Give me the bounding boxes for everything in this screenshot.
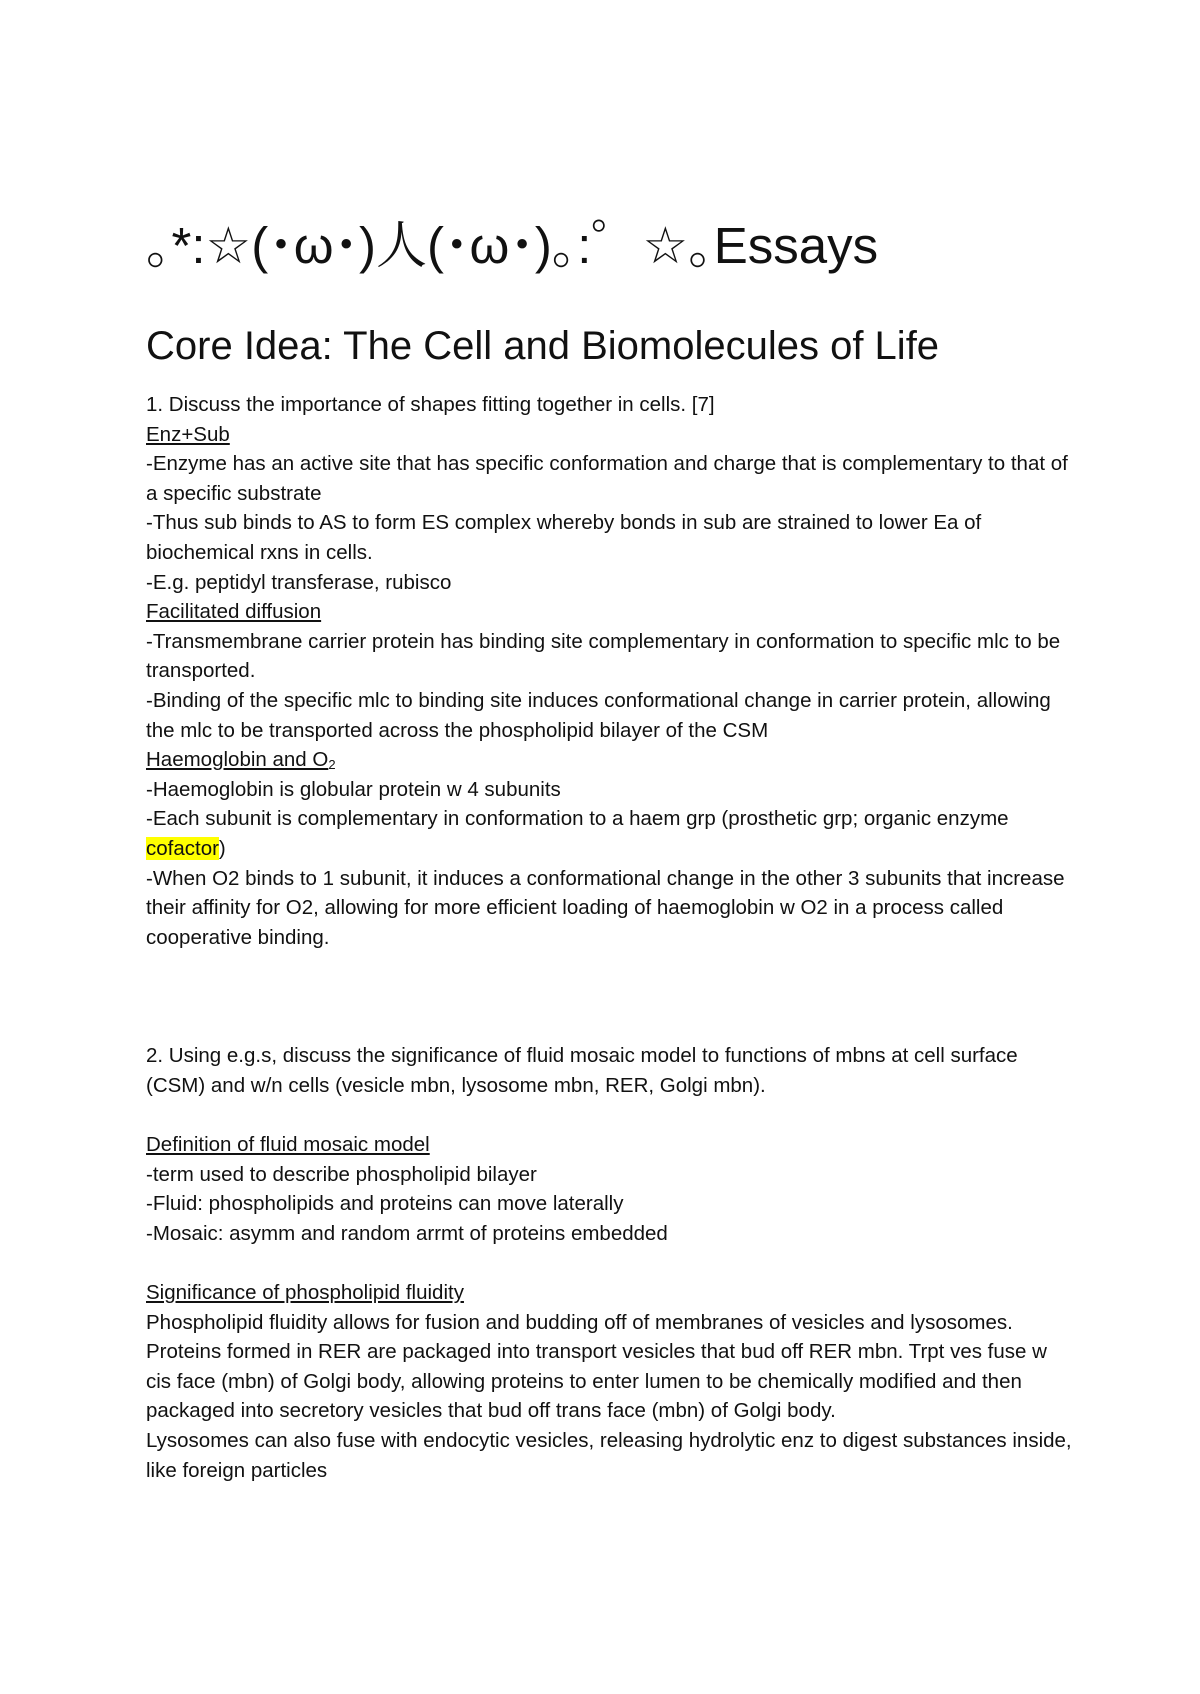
document-body (146, 390, 1076, 1485)
section-haemoglobin-title (146, 745, 1076, 775)
body-paragraph: Lysosomes can also fuse with endocytic vesicles, releasing hydrolytic enz to digest substances inside, like foreign particles (146, 1429, 1072, 1482)
section-enz-sub-title: Enz+Sub (146, 422, 230, 446)
body-line: -Mosaic: asymm and random arrmt of proteins embedded (146, 1221, 668, 1245)
highlighted-cofactor: cofactor (146, 836, 219, 860)
body-line: -Thus sub binds to AS to form ES complex whereby bonds in sub are strained to lower Ea of biochemical rxns in cells. (146, 511, 982, 564)
document-title: ｡*:☆(･ω･)人(･ω･)｡:゜☆｡Essays (146, 217, 879, 274)
spacer (146, 952, 1076, 1041)
question-2: 2. Using e.g.s, discuss the significance of fluid mosaic model to functions of mbns at cell surface (CSM) and w/n cells (vesicle mbn, lysosome mbn, RER, Golgi mbn). (146, 1044, 1018, 1097)
body-text: -Each subunit is complementary in conformation to a haem grp (prosthetic grp; organic enzyme (146, 807, 1009, 831)
body-line: -Binding of the specific mlc to binding site induces conformational change in carrier protein, allowing the mlc to be transported across the phospholipid bilayer of the CSM (146, 688, 1051, 742)
body-line: -E.g. peptidyl transferase, rubisco (146, 570, 452, 594)
section-significance-title: Significance of phospholipid fluidity (146, 1281, 464, 1305)
body-line: -Transmembrane carrier protein has binding site complementary in conformation to specific mlc to be transported. (146, 629, 1061, 683)
body-line: -When O2 binds to 1 subunit, it induces a conformational change in the other 3 subunits that increase their affinity for O2, allowing for more efficient loading of haemoglobin w O2 in a process called cooperative binding. (146, 866, 1065, 949)
body-line (146, 804, 1076, 863)
spacer (146, 1100, 1076, 1130)
body-line: -Haemoglobin is globular protein w 4 subunits (146, 777, 561, 801)
body-text: ) (218, 836, 226, 860)
body-paragraph: Phospholipid fluidity allows for fusion and budding off of membranes of vesicles and lysosomes. Proteins formed in RER are packaged into transport vesicles that bud off RER mbn. Trpt ves fuse w cis face (mbn) of Golgi body, allowing proteins to enter lumen to be chemically modified and then packaged into secretory vesicles that bud off trans face (mbn) of Golgi body. (146, 1310, 1047, 1423)
section-facilitated-diffusion-title: Facilitated diffusion (146, 600, 322, 624)
body-line: -Enzyme has an active site that has specific conformation and charge that is complementary to that of a specific substrate (146, 452, 1068, 505)
section-definition-title: Definition of fluid mosaic model (146, 1133, 430, 1157)
core-idea-heading: Core Idea: The Cell and Biomolecules of Life (146, 324, 940, 368)
question-1: 1. Discuss the importance of shapes fitting together in cells. [7] (146, 393, 715, 416)
subscript-2: 2 (328, 757, 336, 773)
body-line: -term used to describe phospholipid bilayer (146, 1162, 537, 1186)
section-haemoglobin-text: Haemoglobin and O (146, 748, 329, 772)
body-line: -Fluid: phospholipids and proteins can move laterally (146, 1192, 624, 1216)
spacer (146, 1248, 1076, 1278)
